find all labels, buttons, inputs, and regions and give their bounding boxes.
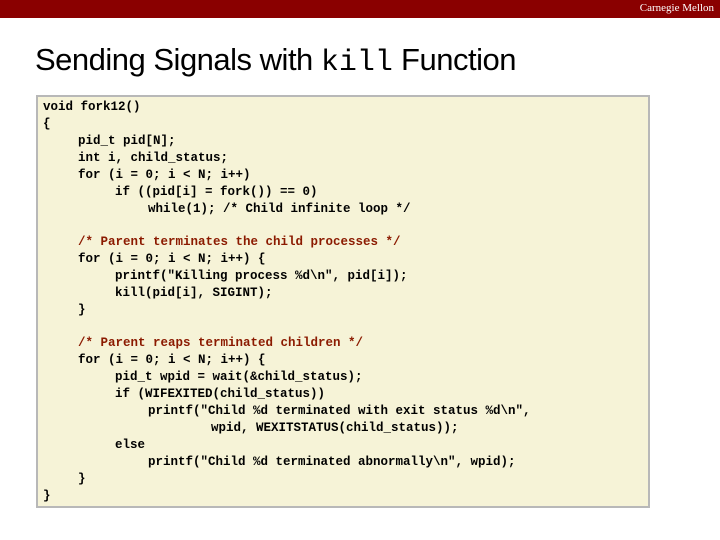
- code-line: }: [78, 303, 86, 317]
- slide-title: [35, 42, 516, 80]
- code-line: wpid, WEXITSTATUS(child_status));: [211, 421, 459, 435]
- code-line: printf("Child %d terminated with exit status %d\n",: [148, 404, 531, 418]
- code-line: {: [43, 117, 51, 131]
- code-line: printf("Killing process %d\n", pid[i]);: [115, 269, 408, 283]
- code-block: [36, 95, 650, 508]
- title-prefix: Sending Signals with: [35, 42, 321, 77]
- code-line: pid_t wpid = wait(&child_status);: [115, 370, 363, 384]
- header-bar: [0, 0, 720, 18]
- code-comment: /* Parent terminates the child processes */: [78, 235, 401, 249]
- code-line: int i, child_status;: [78, 151, 229, 165]
- code-line: }: [43, 489, 51, 503]
- code-line: if ((pid[i] = fork()) == 0): [115, 185, 318, 199]
- code-line: kill(pid[i], SIGINT);: [115, 286, 273, 300]
- brand-label: Carnegie Mellon: [639, 2, 714, 14]
- code-line: printf("Child %d terminated abnormally\n", wpid);: [148, 455, 516, 469]
- code-line: while(1); /* Child infinite loop */: [148, 202, 411, 216]
- code-comment: /* Parent reaps terminated children */: [78, 336, 364, 350]
- code-line: }: [78, 472, 86, 486]
- code-line: for (i = 0; i < N; i++): [78, 168, 251, 182]
- code-line: void fork12(): [43, 100, 141, 114]
- code-line: pid_t pid[N];: [78, 134, 176, 148]
- title-suffix: Function: [392, 42, 516, 77]
- title-code: kill: [320, 46, 393, 80]
- code-line: for (i = 0; i < N; i++) {: [78, 252, 266, 266]
- code-line: if (WIFEXITED(child_status)): [115, 387, 326, 401]
- code-line: else: [115, 438, 146, 452]
- code-line: for (i = 0; i < N; i++) {: [78, 353, 266, 367]
